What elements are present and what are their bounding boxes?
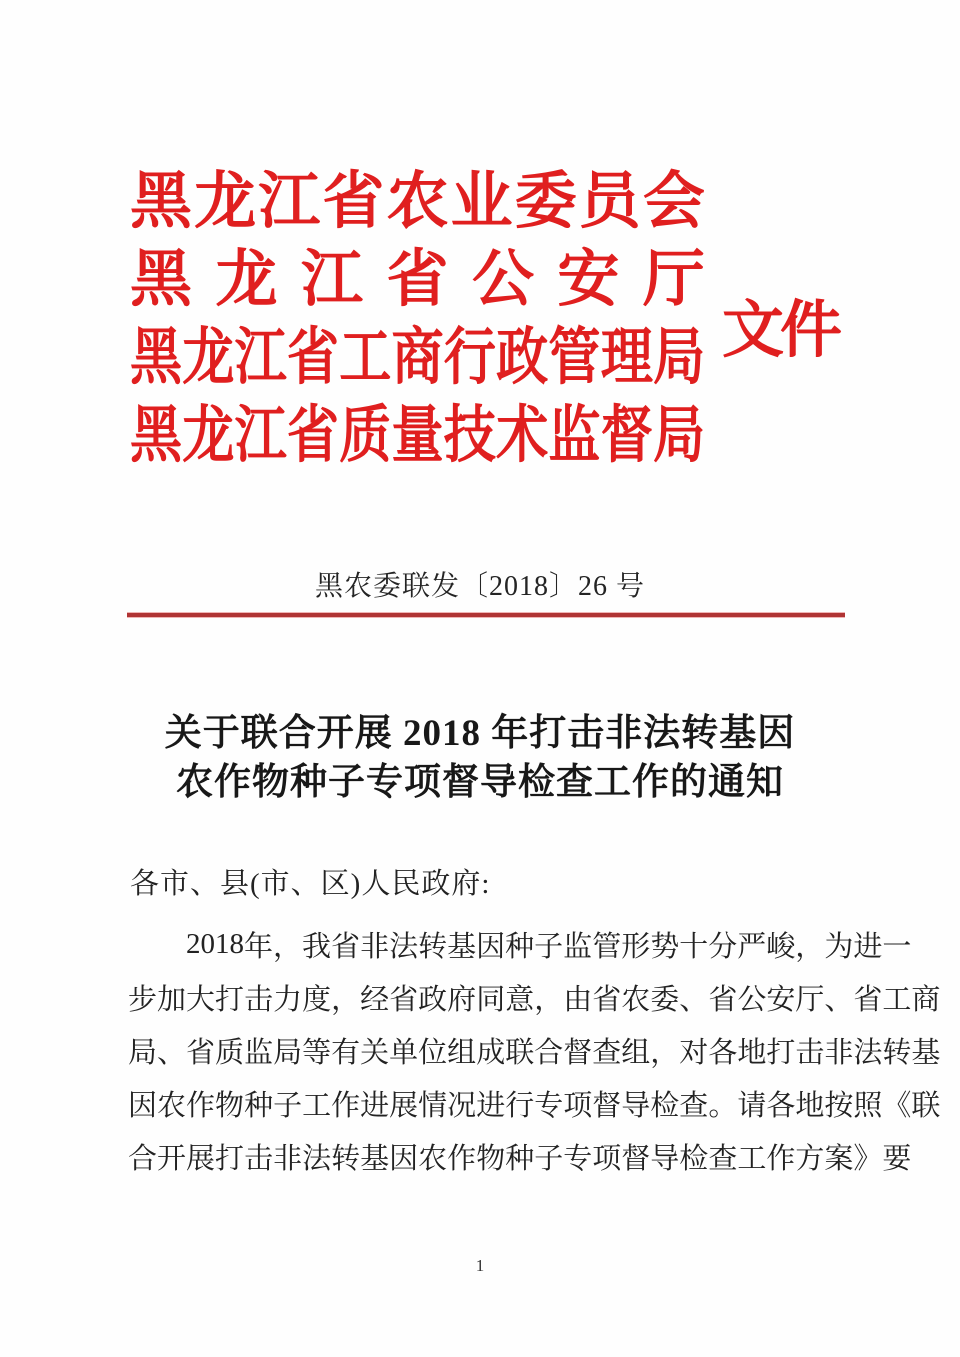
org-name-public-security-dept: 黑 龙 江 省 公 安 厅 (130, 246, 705, 314)
org-line (130, 397, 705, 475)
doc-number: 黑农委联发〔2018〕26 号 (314, 571, 645, 602)
doc-type-label: 文件 (722, 297, 839, 365)
paragraph-line: 步 加 大 打 击 力 度 ， 经 省 政 府 同 意 ， 由 省 农 委 、 省 公 安 厅 、 省 工 商 (128, 984, 941, 1016)
org-line (130, 163, 705, 241)
org-line (130, 319, 705, 397)
red-divider (127, 613, 845, 617)
paragraph-line: 局 、 省 质 监 局 等 有 关 单 位 组 成 联 合 督 查 组 ， 对 各 地 打 击 非 法 转 基 (128, 1037, 941, 1069)
paragraph-line: 合 开 展 打 击 非 法 转 基 因 农 作 物 种 子 专 项 督 导 检 查 工 作 方 案 》 要 (128, 1143, 912, 1175)
org-name-quality-supervision-bureau: 黑 龙 江 省 质 量 技 术 监 督 局 (130, 402, 706, 470)
paragraph-line: 因 农 作 物 种 子 工 作 进 展 情 况 进 行 专 项 督 导 检 查 。 请 各 地 按 照 《 联 (128, 1090, 941, 1122)
paragraph-line: 2018 年 ， 我 省 非 法 转 基 因 种 子 监 管 形 势 十 分 严 峻 ， 为 进 一 (186, 928, 912, 963)
document-title-line2: 农作物种子专项督导检查工作的通知 (176, 762, 784, 803)
letterhead (130, 163, 705, 475)
org-name-agriculture-committee: 黑 龙 江 省 农 业 委 员 会 (130, 168, 705, 236)
body-paragraph (128, 918, 941, 1183)
document-title (0, 709, 960, 807)
salutation: 各市、县(市、区)人民政府: (130, 868, 491, 900)
org-line (130, 241, 705, 319)
page-number: 1 (475, 1256, 485, 1275)
document-title-line1: 关于联合开展 2018 年打击非法转基因 (164, 713, 796, 754)
org-name-industry-commerce-bureau: 黑 龙 江 省 工 商 行 政 管 理 局 (130, 324, 706, 392)
